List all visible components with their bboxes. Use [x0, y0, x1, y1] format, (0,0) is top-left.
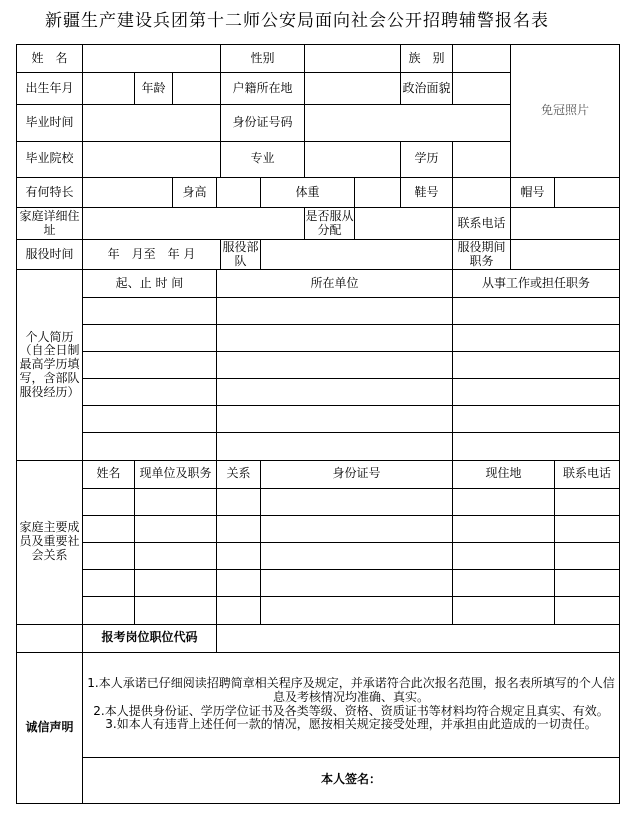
resume-row: [17, 433, 620, 460]
resume-duty-cell[interactable]: [453, 324, 620, 351]
resume-label: 个人简历（自全日制最高学历填写，含部队服役经历）: [17, 270, 83, 460]
gender-label: 性别: [221, 45, 305, 73]
id-number-value[interactable]: [305, 105, 511, 141]
major-value[interactable]: [305, 141, 401, 177]
service-time-value[interactable]: 年 月至 年 月: [83, 240, 221, 270]
resume-unit-cell[interactable]: [217, 433, 453, 460]
address-value[interactable]: [83, 208, 305, 240]
hat-value[interactable]: [555, 177, 620, 207]
family-header-id: 身份证号: [261, 460, 453, 488]
family-relation-cell[interactable]: [217, 597, 261, 624]
family-header-address: 现住地: [453, 460, 555, 488]
resume-row: [17, 351, 620, 378]
family-label: 家庭主要成员及重要社会关系: [17, 460, 83, 624]
resume-row: [17, 379, 620, 406]
resume-row: [17, 297, 620, 324]
shoe-label: 鞋号: [401, 177, 453, 207]
major-label: 专业: [221, 141, 305, 177]
signature-field[interactable]: [83, 757, 620, 803]
family-phone-cell[interactable]: [555, 488, 620, 515]
family-phone-cell[interactable]: [555, 597, 620, 624]
resume-duty-cell[interactable]: [453, 379, 620, 406]
position-code-label: 报考岗位职位代码: [83, 624, 217, 652]
declaration-item: 3.如本人有违背上述任何一款的情况，愿按相关规定接受处理，并承担由此造成的一切责任。: [105, 717, 597, 732]
resume-unit-cell[interactable]: [217, 351, 453, 378]
family-address-cell[interactable]: [453, 515, 555, 542]
resume-period-cell[interactable]: [83, 297, 217, 324]
family-row: [17, 597, 620, 624]
family-phone-cell[interactable]: [555, 570, 620, 597]
family-address-cell[interactable]: [453, 488, 555, 515]
resume-unit-cell[interactable]: [217, 406, 453, 433]
name-label: 姓 名: [17, 45, 83, 73]
grad-time-label: 毕业时间: [17, 105, 83, 141]
family-name-cell[interactable]: [83, 488, 135, 515]
declaration-text: [83, 652, 620, 757]
declaration-label: 诚信声明: [17, 652, 83, 803]
resume-duty-cell[interactable]: [453, 433, 620, 460]
family-phone-cell[interactable]: [555, 515, 620, 542]
family-id-cell[interactable]: [261, 543, 453, 570]
resume-period-cell[interactable]: [83, 433, 217, 460]
resume-unit-cell[interactable]: [217, 324, 453, 351]
family-work-cell[interactable]: [135, 597, 217, 624]
duty-value[interactable]: [511, 240, 620, 270]
education-label: 学历: [401, 141, 453, 177]
height-value[interactable]: [217, 177, 261, 207]
resume-period-cell[interactable]: [83, 351, 217, 378]
unit-value[interactable]: [261, 240, 453, 270]
resume-row: [17, 324, 620, 351]
declaration-item: 2.本人提供身份证、学历学位证书及各类等级、资格、资质证书等材料均符合规定且真实、有效。: [93, 703, 609, 718]
shoe-value[interactable]: [453, 177, 511, 207]
family-name-cell[interactable]: [83, 515, 135, 542]
resume-period-cell[interactable]: [83, 379, 217, 406]
birth-label: 出生年月: [17, 73, 83, 105]
skills-label: 有何特长: [17, 177, 83, 207]
position-code-value[interactable]: [217, 624, 620, 652]
ethnicity-label: 族 别: [401, 45, 453, 73]
family-id-cell[interactable]: [261, 488, 453, 515]
school-value[interactable]: [83, 141, 221, 177]
family-id-cell[interactable]: [261, 570, 453, 597]
resume-duty-cell[interactable]: [453, 297, 620, 324]
duty-label: 服役期间职务: [453, 240, 511, 270]
family-work-cell[interactable]: [135, 543, 217, 570]
family-row: [17, 488, 620, 515]
political-value[interactable]: [453, 73, 511, 105]
family-id-cell[interactable]: [261, 597, 453, 624]
resume-period-cell[interactable]: [83, 324, 217, 351]
resume-header-unit: 所在单位: [217, 270, 453, 297]
school-label: 毕业院校: [17, 141, 83, 177]
resume-duty-cell[interactable]: [453, 351, 620, 378]
family-relation-cell[interactable]: [217, 488, 261, 515]
family-header-phone: 联系电话: [555, 460, 620, 488]
family-relation-cell[interactable]: [217, 570, 261, 597]
address-label: 家庭详细住址: [17, 208, 83, 240]
family-address-cell[interactable]: [453, 570, 555, 597]
family-relation-cell[interactable]: [217, 515, 261, 542]
family-row: [17, 543, 620, 570]
position-empty-cell: [17, 624, 83, 652]
family-work-cell[interactable]: [135, 570, 217, 597]
assign-label: 是否服从分配: [305, 208, 355, 240]
education-value[interactable]: [453, 141, 511, 177]
resume-unit-cell[interactable]: [217, 379, 453, 406]
hat-label: 帽号: [511, 177, 555, 207]
unit-label: 服役部队: [221, 240, 261, 270]
grad-time-value[interactable]: [83, 105, 221, 141]
registration-form: [16, 44, 620, 804]
age-label: 年龄: [135, 73, 173, 105]
political-label: 政治面貌: [401, 73, 453, 105]
family-name-cell[interactable]: [83, 570, 135, 597]
resume-header-period: 起、止 时 间: [83, 270, 217, 297]
family-row: [17, 570, 620, 597]
resume-period-cell[interactable]: [83, 406, 217, 433]
page-title: 新疆生产建设兵团第十二师公安局面向社会公开招聘辅警报名表: [45, 11, 549, 31]
photo-box[interactable]: 免冠照片: [511, 45, 620, 178]
family-name-cell[interactable]: [83, 543, 135, 570]
weight-value[interactable]: [355, 177, 401, 207]
service-time-label: 服役时间: [17, 240, 83, 270]
weight-label: 体重: [261, 177, 355, 207]
family-work-cell[interactable]: [135, 515, 217, 542]
resume-duty-cell[interactable]: [453, 406, 620, 433]
family-phone-cell[interactable]: [555, 543, 620, 570]
skills-value[interactable]: [83, 177, 173, 207]
family-header-name: 姓名: [83, 460, 135, 488]
family-header-relation: 关系: [217, 460, 261, 488]
family-header-work: 现单位及职务: [135, 460, 217, 488]
declaration-item: 1.本人承诺已仔细阅读招聘简章相关程序及规定，并承诺符合此次报名范围，报名表所填写的个人信息及考核情况均准确、真实。: [87, 676, 615, 704]
resume-header-duty: 从事工作或担任职务: [453, 270, 620, 297]
id-number-label: 身份证号码: [221, 105, 305, 141]
gender-value[interactable]: [305, 45, 401, 73]
ethnicity-value[interactable]: [453, 45, 511, 73]
hukou-label: 户籍所在地: [221, 73, 305, 105]
hukou-value[interactable]: [305, 73, 401, 105]
family-work-cell[interactable]: [135, 488, 217, 515]
age-value[interactable]: [173, 73, 221, 105]
assign-value[interactable]: [355, 208, 453, 240]
family-name-cell[interactable]: [83, 597, 135, 624]
height-label: 身高: [173, 177, 217, 207]
family-address-cell[interactable]: [453, 543, 555, 570]
family-row: [17, 515, 620, 542]
family-address-cell[interactable]: [453, 597, 555, 624]
family-relation-cell[interactable]: [217, 543, 261, 570]
signature-label: 本人签名：: [321, 772, 382, 787]
phone-value[interactable]: [511, 208, 620, 240]
phone-label: 联系电话: [453, 208, 511, 240]
birth-value[interactable]: [83, 73, 135, 105]
resume-row: [17, 406, 620, 433]
family-id-cell[interactable]: [261, 515, 453, 542]
resume-unit-cell[interactable]: [217, 297, 453, 324]
name-value[interactable]: [83, 45, 221, 73]
